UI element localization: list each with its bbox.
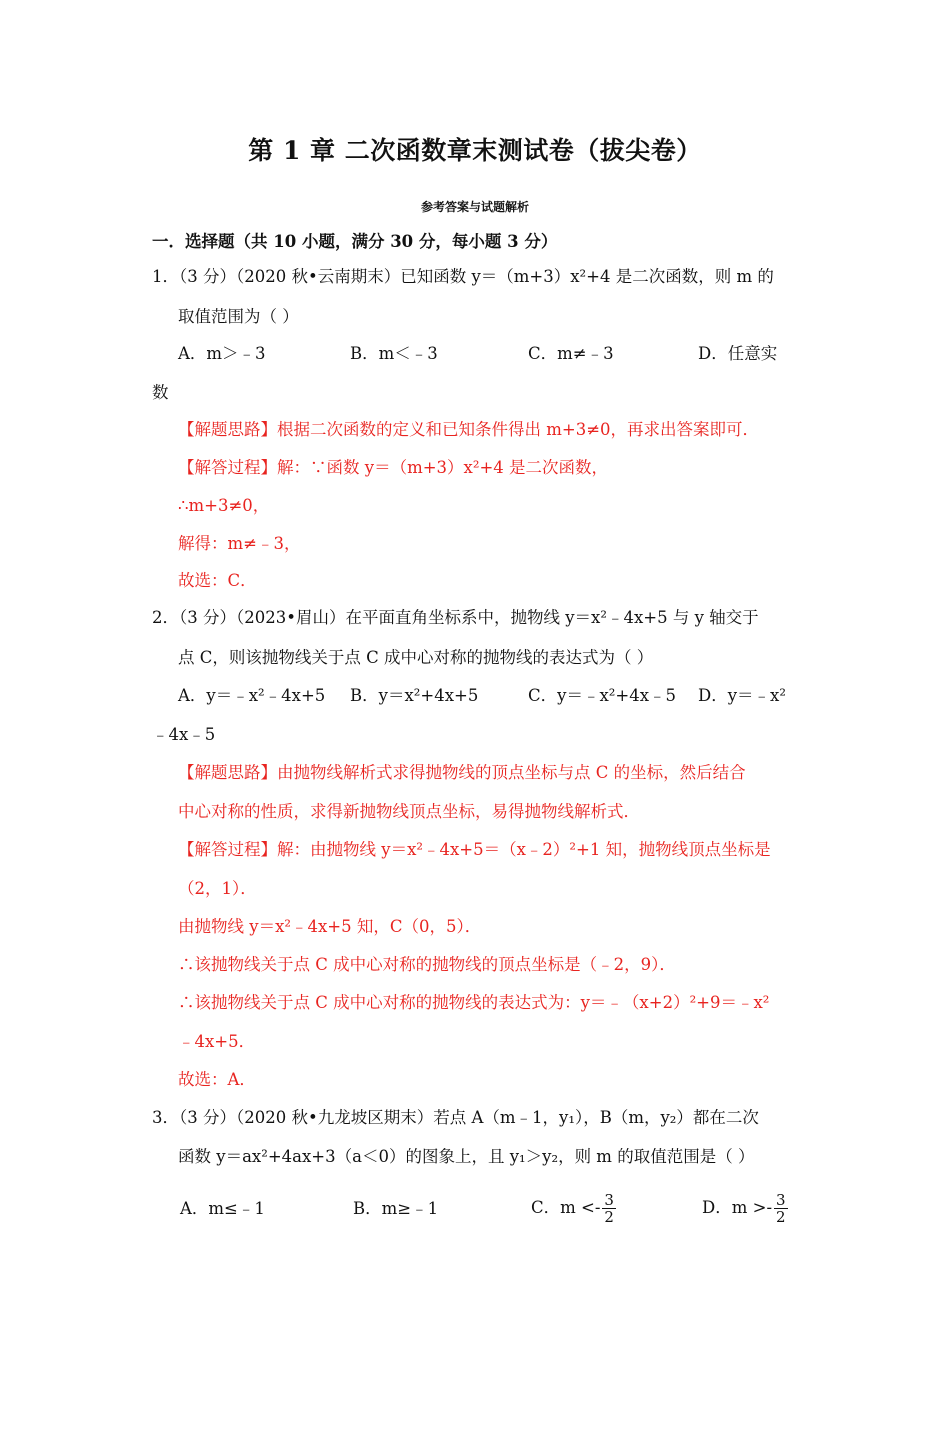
q1-option-wrap: 数: [152, 383, 169, 402]
q2-solution-line: ∴该抛物线关于点 C 成中心对称的抛物线的顶点坐标是（﹣2，9）．: [178, 955, 676, 974]
fraction-numerator: 3: [776, 1191, 786, 1209]
q3-option-d: [702, 1188, 788, 1228]
q3-option-d-prefix: D．m: [702, 1198, 753, 1217]
q2-analysis-line: 中心对称的性质，求得新抛物线顶点坐标，易得抛物线解析式．: [178, 802, 640, 821]
q3-option-c-relation: <: [581, 1198, 595, 1217]
q1-option-c: C．m≠﹣3: [528, 344, 614, 363]
page-title: 第 1 章 二次函数章末测试卷（拔尖卷）: [248, 136, 702, 165]
q3-stem-line2: 函数 y＝ax²+4ax+3（a＜0）的图象上，且 y₁＞y₂，则 m 的取值范围是（ ）: [178, 1147, 755, 1166]
q1-option-a: A．m＞﹣3: [178, 344, 266, 363]
q3-option-a: A．m≤﹣1: [180, 1199, 265, 1218]
q2-solution-line: 故选：A．: [178, 1070, 256, 1089]
q3-option-d-sign: -: [766, 1198, 773, 1217]
q3-option-c-fraction: [602, 1192, 616, 1225]
q2-solution-line: （2，1）．: [178, 879, 257, 898]
q1-option-b: B．m＜﹣3: [350, 344, 438, 363]
page-subtitle: 参考答案与试题解析: [420, 200, 529, 214]
fraction-denominator: 2: [604, 1208, 614, 1226]
q2-solution-line: ∴该抛物线关于点 C 成中心对称的抛物线的表达式为：y＝﹣（x+2）²+9＝﹣x²: [178, 993, 770, 1012]
q2-option-d: D．y＝﹣x²: [698, 686, 786, 705]
q2-solution-line: 【解答过程】解：由抛物线 y＝x²﹣4x+5＝（x﹣2）²+1 知，抛物线顶点坐标是: [178, 840, 771, 859]
q2-option-a: A．y＝﹣x²﹣4x+5: [178, 686, 326, 705]
q1-analysis: 【解题思路】根据二次函数的定义和已知条件得出 m+3≠0，再求出答案即可．: [178, 420, 760, 439]
q3-stem-line1: 3．（3 分）（2020 秋•九龙坡区期末）若点 A（m﹣1，y₁），B（m，y₂）都在二次: [152, 1108, 759, 1127]
q1-solution-line: 【解答过程】解：∵函数 y＝（m+3）x²+4 是二次函数，: [178, 458, 609, 477]
q2-stem-line1: 2．（3 分）（2023•眉山）在平面直角坐标系中，抛物线 y＝x²﹣4x+5 与 y 轴交于: [152, 608, 759, 627]
q3-option-d-fraction: [774, 1192, 788, 1225]
q3-option-d-relation: >: [752, 1198, 767, 1217]
q1-solution-line: 故选：C．: [178, 571, 257, 590]
q1-option-d: D．任意实: [698, 344, 778, 363]
q2-option-wrap: ﹣4x﹣5: [152, 725, 216, 744]
q2-solution-line: ﹣4x+5．: [178, 1032, 256, 1051]
fraction-denominator: 2: [776, 1208, 786, 1226]
q1-solution-line: 解得：m≠﹣3，: [178, 534, 301, 553]
q2-option-b: B．y＝x²+4x+5: [350, 686, 479, 705]
q1-stem-line1: 1．（3 分）（2020 秋•云南期末）已知函数 y＝（m+3）x²+4 是二次函数，则 m 的: [152, 267, 774, 286]
q2-stem-line2: 点 C，则该抛物线关于点 C 成中心对称的抛物线的表达式为（ ）: [178, 648, 654, 667]
q3-option-c: [531, 1188, 616, 1228]
q2-solution-line: 由抛物线 y＝x²﹣4x+5 知，C（0，5）．: [178, 917, 482, 936]
q2-analysis-line: 【解题思路】由抛物线解析式求得抛物线的顶点坐标与点 C 的坐标，然后结合: [178, 763, 746, 782]
q3-option-c-prefix: C．m: [531, 1198, 582, 1217]
q1-solution-line: ∴m+3≠0，: [178, 496, 270, 515]
q1-stem-line2: 取值范围为（ ）: [178, 307, 299, 326]
q3-option-b: B．m≥﹣1: [353, 1199, 439, 1218]
q3-option-c-sign: -: [594, 1198, 601, 1217]
section-heading: 一．选择题（共 10 小题，满分 30 分，每小题 3 分）: [152, 232, 558, 251]
q2-option-c: C．y＝﹣x²+4x﹣5: [528, 686, 676, 705]
fraction-numerator: 3: [604, 1191, 614, 1209]
